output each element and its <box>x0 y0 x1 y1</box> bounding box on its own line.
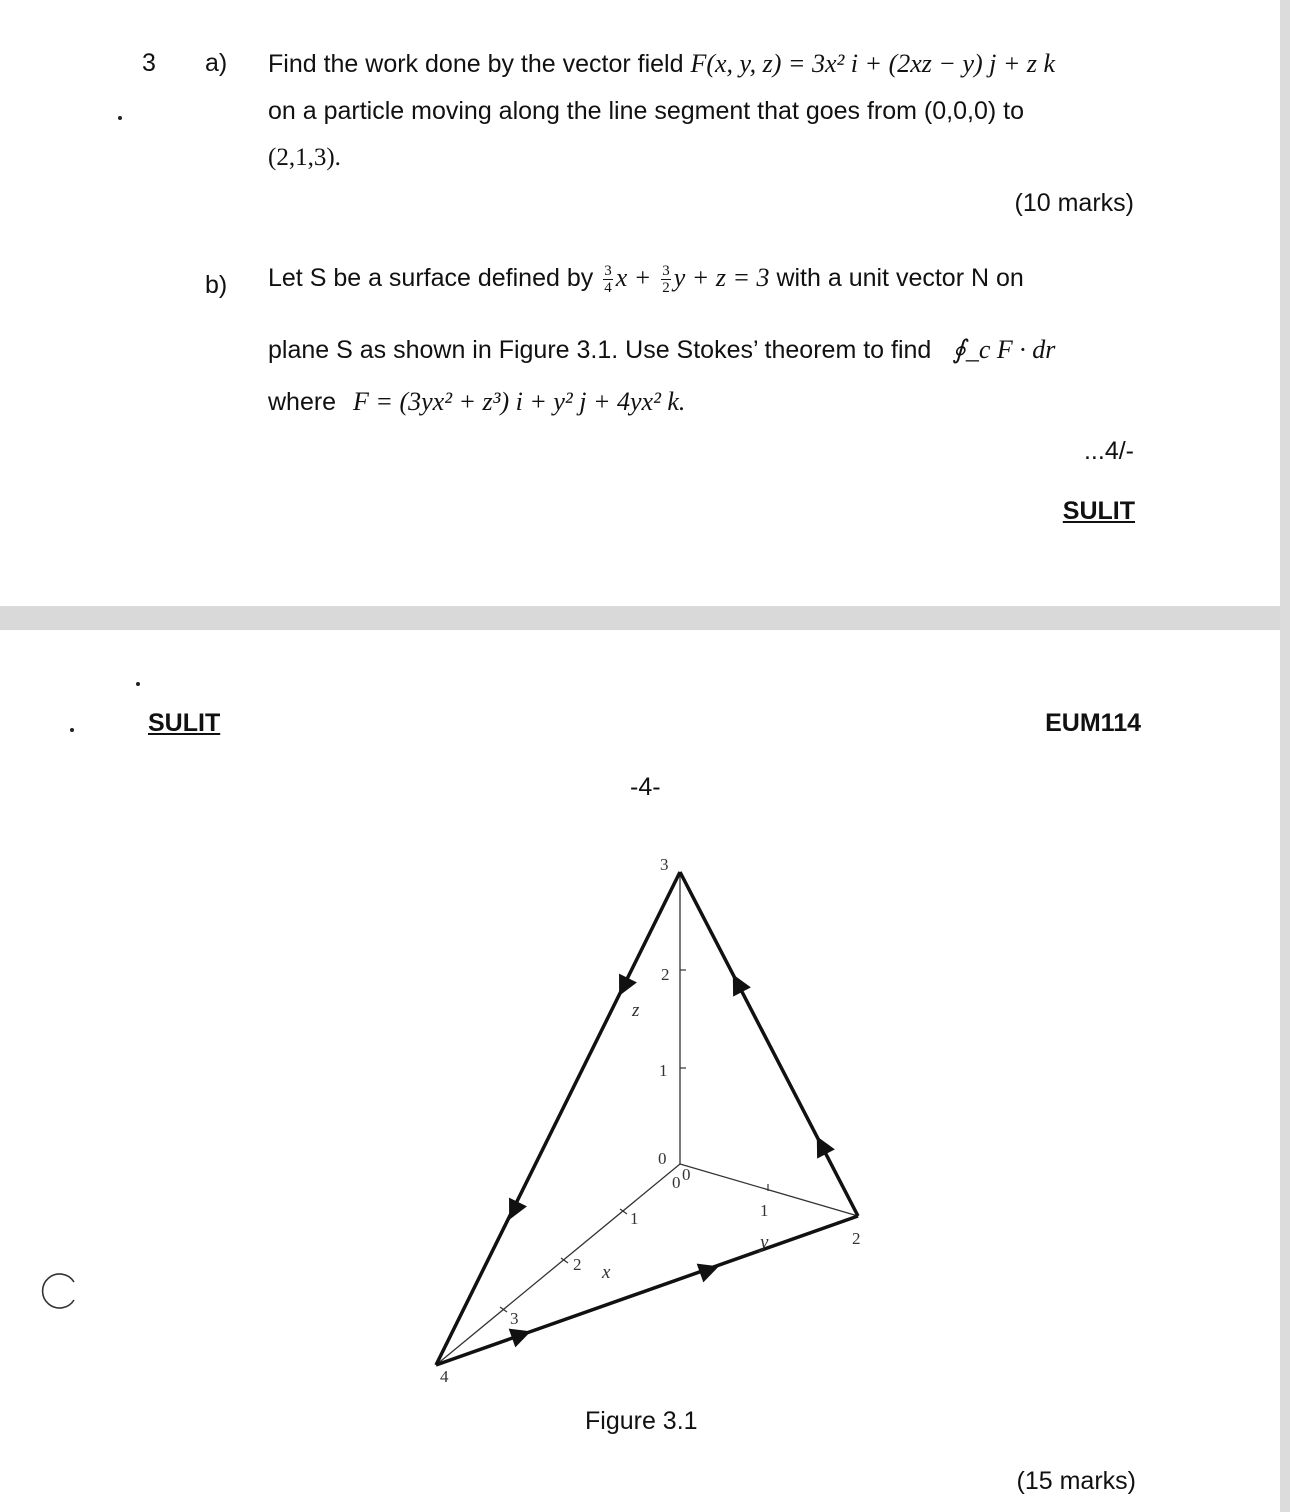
x-axis-label: x <box>602 1262 611 1283</box>
part-b-line-1 <box>268 262 1024 296</box>
origin-label: 0 <box>672 1173 681 1192</box>
page-number: -4- <box>630 773 661 801</box>
field-f-formula: F = (3yx² + z³) i + y² j + 4yx² k. <box>353 387 686 416</box>
x-axis <box>436 1164 680 1365</box>
arrow-head-icon <box>724 970 751 997</box>
part-b-line-3-prefix: where <box>268 388 337 416</box>
part-b-line-2 <box>268 334 1055 365</box>
x-term: x + <box>615 263 652 292</box>
part-a-line-1 <box>268 48 1055 79</box>
fraction-three-halves: $\frac{3}{2}$ <box>662 262 670 296</box>
curve-edge-y-to-z <box>680 872 858 1216</box>
page-edge <box>1280 0 1290 1512</box>
z-tick-label-0: 0 <box>658 1149 667 1168</box>
part-b-line-2-text: plane S as shown in Figure 3.1. Use Stokes’ theorem to find <box>268 336 932 364</box>
x-tick-label-3: 3 <box>510 1309 519 1328</box>
z-tick-label-3: 3 <box>660 855 669 874</box>
arrow-head-icon <box>500 1198 527 1225</box>
y-axis-label: y <box>760 1232 769 1253</box>
scan-dot <box>118 116 122 120</box>
fraction-three-quarters: $\frac{3}{4}$ <box>604 262 612 296</box>
z-tick-label-1: 1 <box>659 1061 668 1080</box>
sulit-header: SULIT <box>148 709 221 737</box>
part-b-marks: (15 marks) <box>1016 1467 1136 1495</box>
y-tick-label-2: 2 <box>852 1229 861 1248</box>
arrow-head-icon <box>697 1257 723 1283</box>
part-a-line-3: (2,1,3). <box>268 144 341 171</box>
part-b-label: b) <box>205 271 228 299</box>
continue-marker: ...4/- <box>1083 437 1134 465</box>
y-tick-label-0: 0 <box>682 1165 691 1184</box>
z-axis-label: z <box>632 1000 640 1021</box>
figure-caption: Figure 3.1 <box>585 1407 698 1435</box>
page-2 <box>0 630 1280 1512</box>
course-code: EUM114 <box>1045 709 1141 737</box>
part-a-line-2: on a particle moving along the line segment that goes from (0,0,0) to <box>268 97 1024 125</box>
vector-field-formula: F(x, y, z) = 3x² i + (2xz − y) j + z k <box>690 49 1056 78</box>
part-b-line-3 <box>268 386 685 417</box>
x-tick-label-2: 2 <box>573 1255 582 1274</box>
part-a-line-1-text: Find the work done by the vector field <box>268 50 684 78</box>
question-number: 3 <box>142 49 156 77</box>
y-axis <box>680 1164 858 1216</box>
arrow-head-icon <box>808 1132 835 1159</box>
y-term: y + z = 3 <box>673 263 770 292</box>
part-b-line-1-prefix: Let S be a surface defined by <box>268 264 594 292</box>
page-gap <box>0 606 1290 630</box>
page-1 <box>0 0 1280 606</box>
figure-3-1 <box>0 630 1280 1512</box>
z-tick-label-2: 2 <box>661 965 670 984</box>
arrow-head-icon <box>610 974 637 1001</box>
part-b-line-1-suffix: with a unit vector N on <box>776 264 1024 292</box>
x-tick-label-4: 4 <box>440 1367 449 1386</box>
x-tick-label-1: 1 <box>630 1209 639 1228</box>
part-a-label: a) <box>205 49 228 77</box>
part-a-marks: (10 marks) <box>1014 189 1134 217</box>
sulit-footer: SULIT <box>1062 497 1135 525</box>
y-tick-label-1: 1 <box>760 1201 769 1220</box>
line-integral-formula: ∮_c F · dr <box>952 335 1056 364</box>
